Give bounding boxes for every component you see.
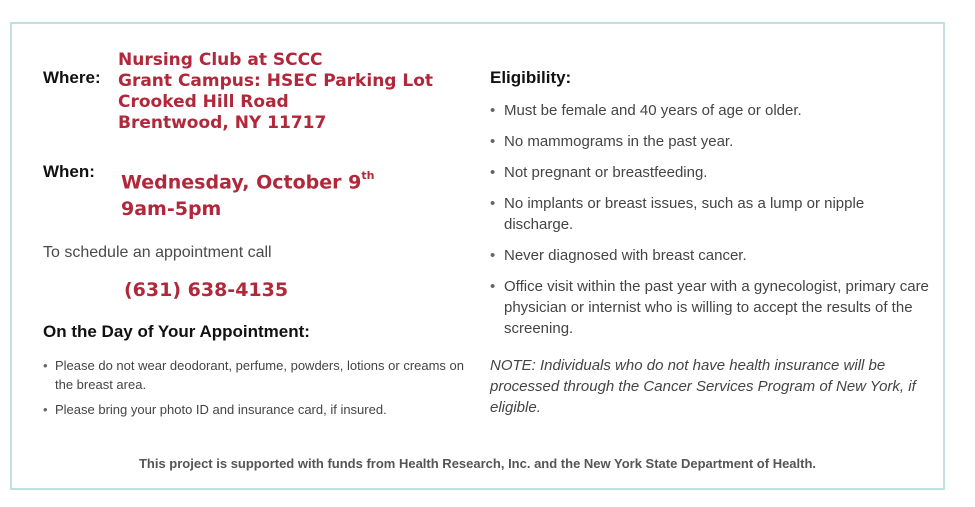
list-item: • No mammograms in the past year. — [490, 131, 930, 152]
where-line: Nursing Club at SCCC — [118, 50, 323, 70]
when-details — [121, 164, 374, 223]
schedule-text: To schedule an appointment call — [43, 244, 272, 261]
when-label: When: — [43, 162, 95, 181]
event-time: 9am-5pm — [121, 198, 222, 221]
where-line: Grant Campus: HSEC Parking Lot — [118, 71, 434, 91]
where-line: Crooked Hill Road — [118, 92, 289, 112]
eligibility-list — [490, 100, 930, 349]
list-item: • Office visit within the past year with a gynecologist, primary care physician or internist who is willing to accept the results of the screening. — [490, 276, 930, 339]
eligibility-note: NOTE: Individuals who do not have health insurance will be processed through the Cancer Services Program of New York, if eligible. — [490, 357, 916, 416]
funding-footer: This project is supported with funds from Health Research, Inc. and the New York State Department of Health. — [138, 456, 817, 471]
event-date-text: Wednesday, October 9 — [121, 171, 362, 194]
event-date — [121, 164, 374, 196]
eligibility-heading: Eligibility: — [490, 68, 572, 87]
where-line: Brentwood, NY 11717 — [118, 113, 327, 133]
list-item: • No implants or breast issues, such as a lump or nipple discharge. — [490, 193, 930, 235]
day-of-heading: On the Day of Your Appointment: — [43, 322, 310, 341]
where-label: Where: — [43, 68, 101, 87]
event-date-suffix: th — [361, 169, 375, 182]
list-item: • Never diagnosed with breast cancer. — [490, 245, 930, 266]
list-item: • Must be female and 40 years of age or older. — [490, 100, 930, 121]
list-item: • Please do not wear deodorant, perfume, powders, lotions or creams on the breast area. — [43, 356, 473, 394]
day-of-list — [43, 356, 473, 425]
list-item: • Please bring your photo ID and insurance card, if insured. — [43, 400, 473, 419]
list-item: • Not pregnant or breastfeeding. — [490, 162, 930, 183]
where-address — [118, 50, 433, 134]
phone-number: (631) 638-4135 — [124, 279, 289, 301]
